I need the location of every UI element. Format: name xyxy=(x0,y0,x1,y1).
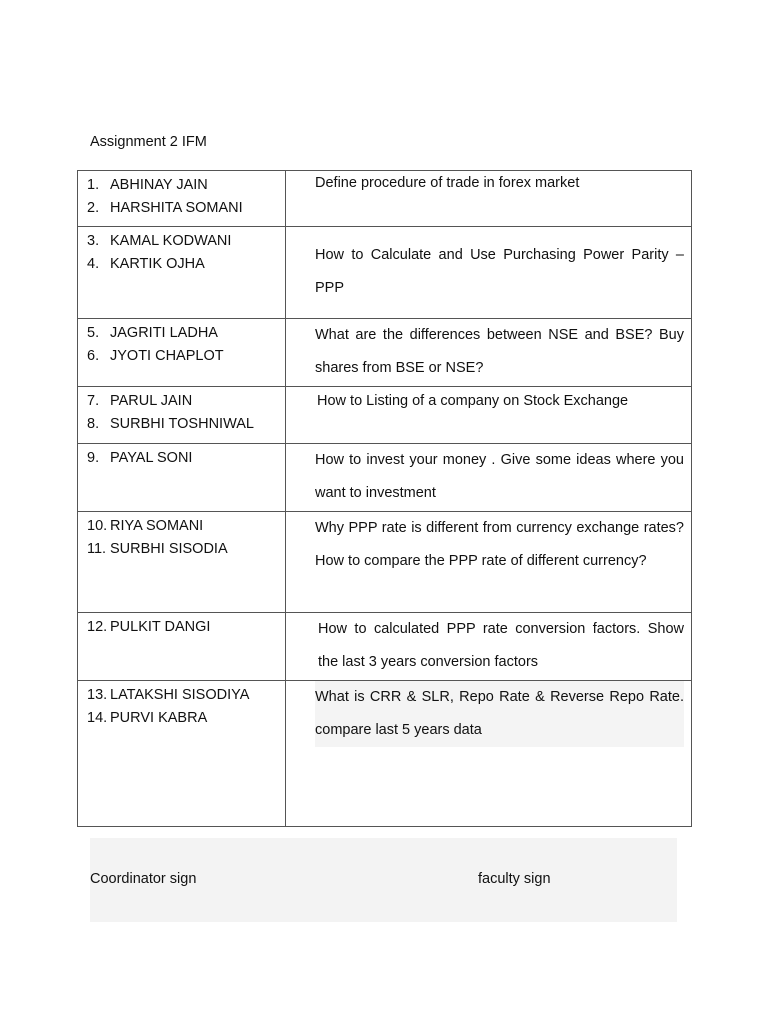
topic-text: How to Listing of a company on Stock Exchange xyxy=(317,393,629,409)
student-item xyxy=(87,390,285,413)
student-item xyxy=(87,515,285,538)
document-title: Assignment 2 IFM xyxy=(90,134,207,150)
names-cell xyxy=(78,319,286,387)
student-number: 6. xyxy=(87,348,100,364)
names-cell xyxy=(78,613,286,681)
topic-text: How to Calculate and Use Purchasing Power Parity – PPP xyxy=(315,247,684,296)
student-name: ABHINAY JAIN xyxy=(110,177,208,193)
table-row xyxy=(78,512,692,613)
topic-text: Define procedure of trade in forex market xyxy=(315,175,580,191)
student-number: 8. xyxy=(87,416,100,432)
student-list xyxy=(87,616,285,639)
student-item xyxy=(87,413,285,436)
student-name: PURVI KABRA xyxy=(110,710,208,726)
topic-cell xyxy=(286,444,692,512)
student-name: PAYAL SONI xyxy=(110,450,193,466)
student-name: LATAKSHI SISODIYA xyxy=(110,687,250,703)
student-name: HARSHITA SOMANI xyxy=(110,200,243,216)
topic-cell xyxy=(286,319,692,387)
student-number: 11. xyxy=(87,541,107,557)
names-cell xyxy=(78,171,286,227)
student-name: SURBHI TOSHNIWAL xyxy=(110,416,254,432)
student-name: JAGRITI LADHA xyxy=(110,325,218,341)
student-number: 1. xyxy=(87,177,100,193)
table-row xyxy=(78,171,692,227)
faculty-sign-label: faculty sign xyxy=(478,871,551,887)
student-number: 10. xyxy=(87,518,108,534)
names-cell xyxy=(78,227,286,319)
student-number: 14. xyxy=(87,710,108,726)
table-row xyxy=(78,319,692,387)
student-item xyxy=(87,538,285,561)
student-number: 7. xyxy=(87,393,100,409)
student-number: 13. xyxy=(87,687,108,703)
names-cell xyxy=(78,444,286,512)
student-list xyxy=(87,684,285,730)
table-row xyxy=(78,444,692,512)
topic-cell xyxy=(286,387,692,444)
coordinator-sign-label: Coordinator sign xyxy=(90,871,197,887)
student-name: SURBHI SISODIA xyxy=(110,541,228,557)
topic-cell xyxy=(286,227,692,319)
student-item xyxy=(87,684,285,707)
topic-cell xyxy=(286,171,692,227)
table-row xyxy=(78,613,692,681)
signature-section xyxy=(90,838,677,922)
student-list xyxy=(87,174,285,220)
student-item xyxy=(87,174,285,197)
student-number: 4. xyxy=(87,256,100,272)
table-row xyxy=(78,387,692,444)
topic-cell xyxy=(286,512,692,613)
student-number: 5. xyxy=(87,325,100,341)
student-item xyxy=(87,345,285,368)
student-name: KAMAL KODWANI xyxy=(110,233,232,249)
student-item xyxy=(87,707,285,730)
topic-text: What is CRR & SLR, Repo Rate & Reverse Repo Rate. compare last 5 years data xyxy=(315,681,684,747)
student-item xyxy=(87,230,285,253)
table-row xyxy=(78,227,692,319)
names-cell xyxy=(78,681,286,827)
student-number: 2. xyxy=(87,200,100,216)
student-list xyxy=(87,230,285,276)
names-cell xyxy=(78,512,286,613)
student-list xyxy=(87,322,285,368)
table-row xyxy=(78,681,692,827)
student-name: RIYA SOMANI xyxy=(110,518,204,534)
student-name: PARUL JAIN xyxy=(110,393,193,409)
student-item xyxy=(87,616,285,639)
student-list xyxy=(87,515,285,561)
student-item xyxy=(87,253,285,276)
student-item xyxy=(87,322,285,345)
topic-text: How to calculated PPP rate conversion factors. Show the last 3 years conversion factors xyxy=(318,621,684,670)
student-item xyxy=(87,447,285,470)
student-number: 12. xyxy=(87,619,108,635)
assignment-table xyxy=(77,170,692,827)
topic-text: How to invest your money . Give some ideas where you want to investment xyxy=(315,452,684,501)
student-number: 3. xyxy=(87,233,100,249)
topic-text: Why PPP rate is different from currency exchange rates? How to compare the PPP rate of different currency? xyxy=(315,520,684,569)
topic-cell xyxy=(286,613,692,681)
student-name: PULKIT DANGI xyxy=(110,619,211,635)
student-item xyxy=(87,197,285,220)
names-cell xyxy=(78,387,286,444)
student-name: KARTIK OJHA xyxy=(110,256,205,272)
topic-text: What are the differences between NSE and BSE? Buy shares from BSE or NSE? xyxy=(315,327,684,376)
student-list xyxy=(87,390,285,436)
student-list xyxy=(87,447,285,470)
topic-cell xyxy=(286,681,692,827)
student-number: 9. xyxy=(87,450,100,466)
student-name: JYOTI CHAPLOT xyxy=(110,348,224,364)
